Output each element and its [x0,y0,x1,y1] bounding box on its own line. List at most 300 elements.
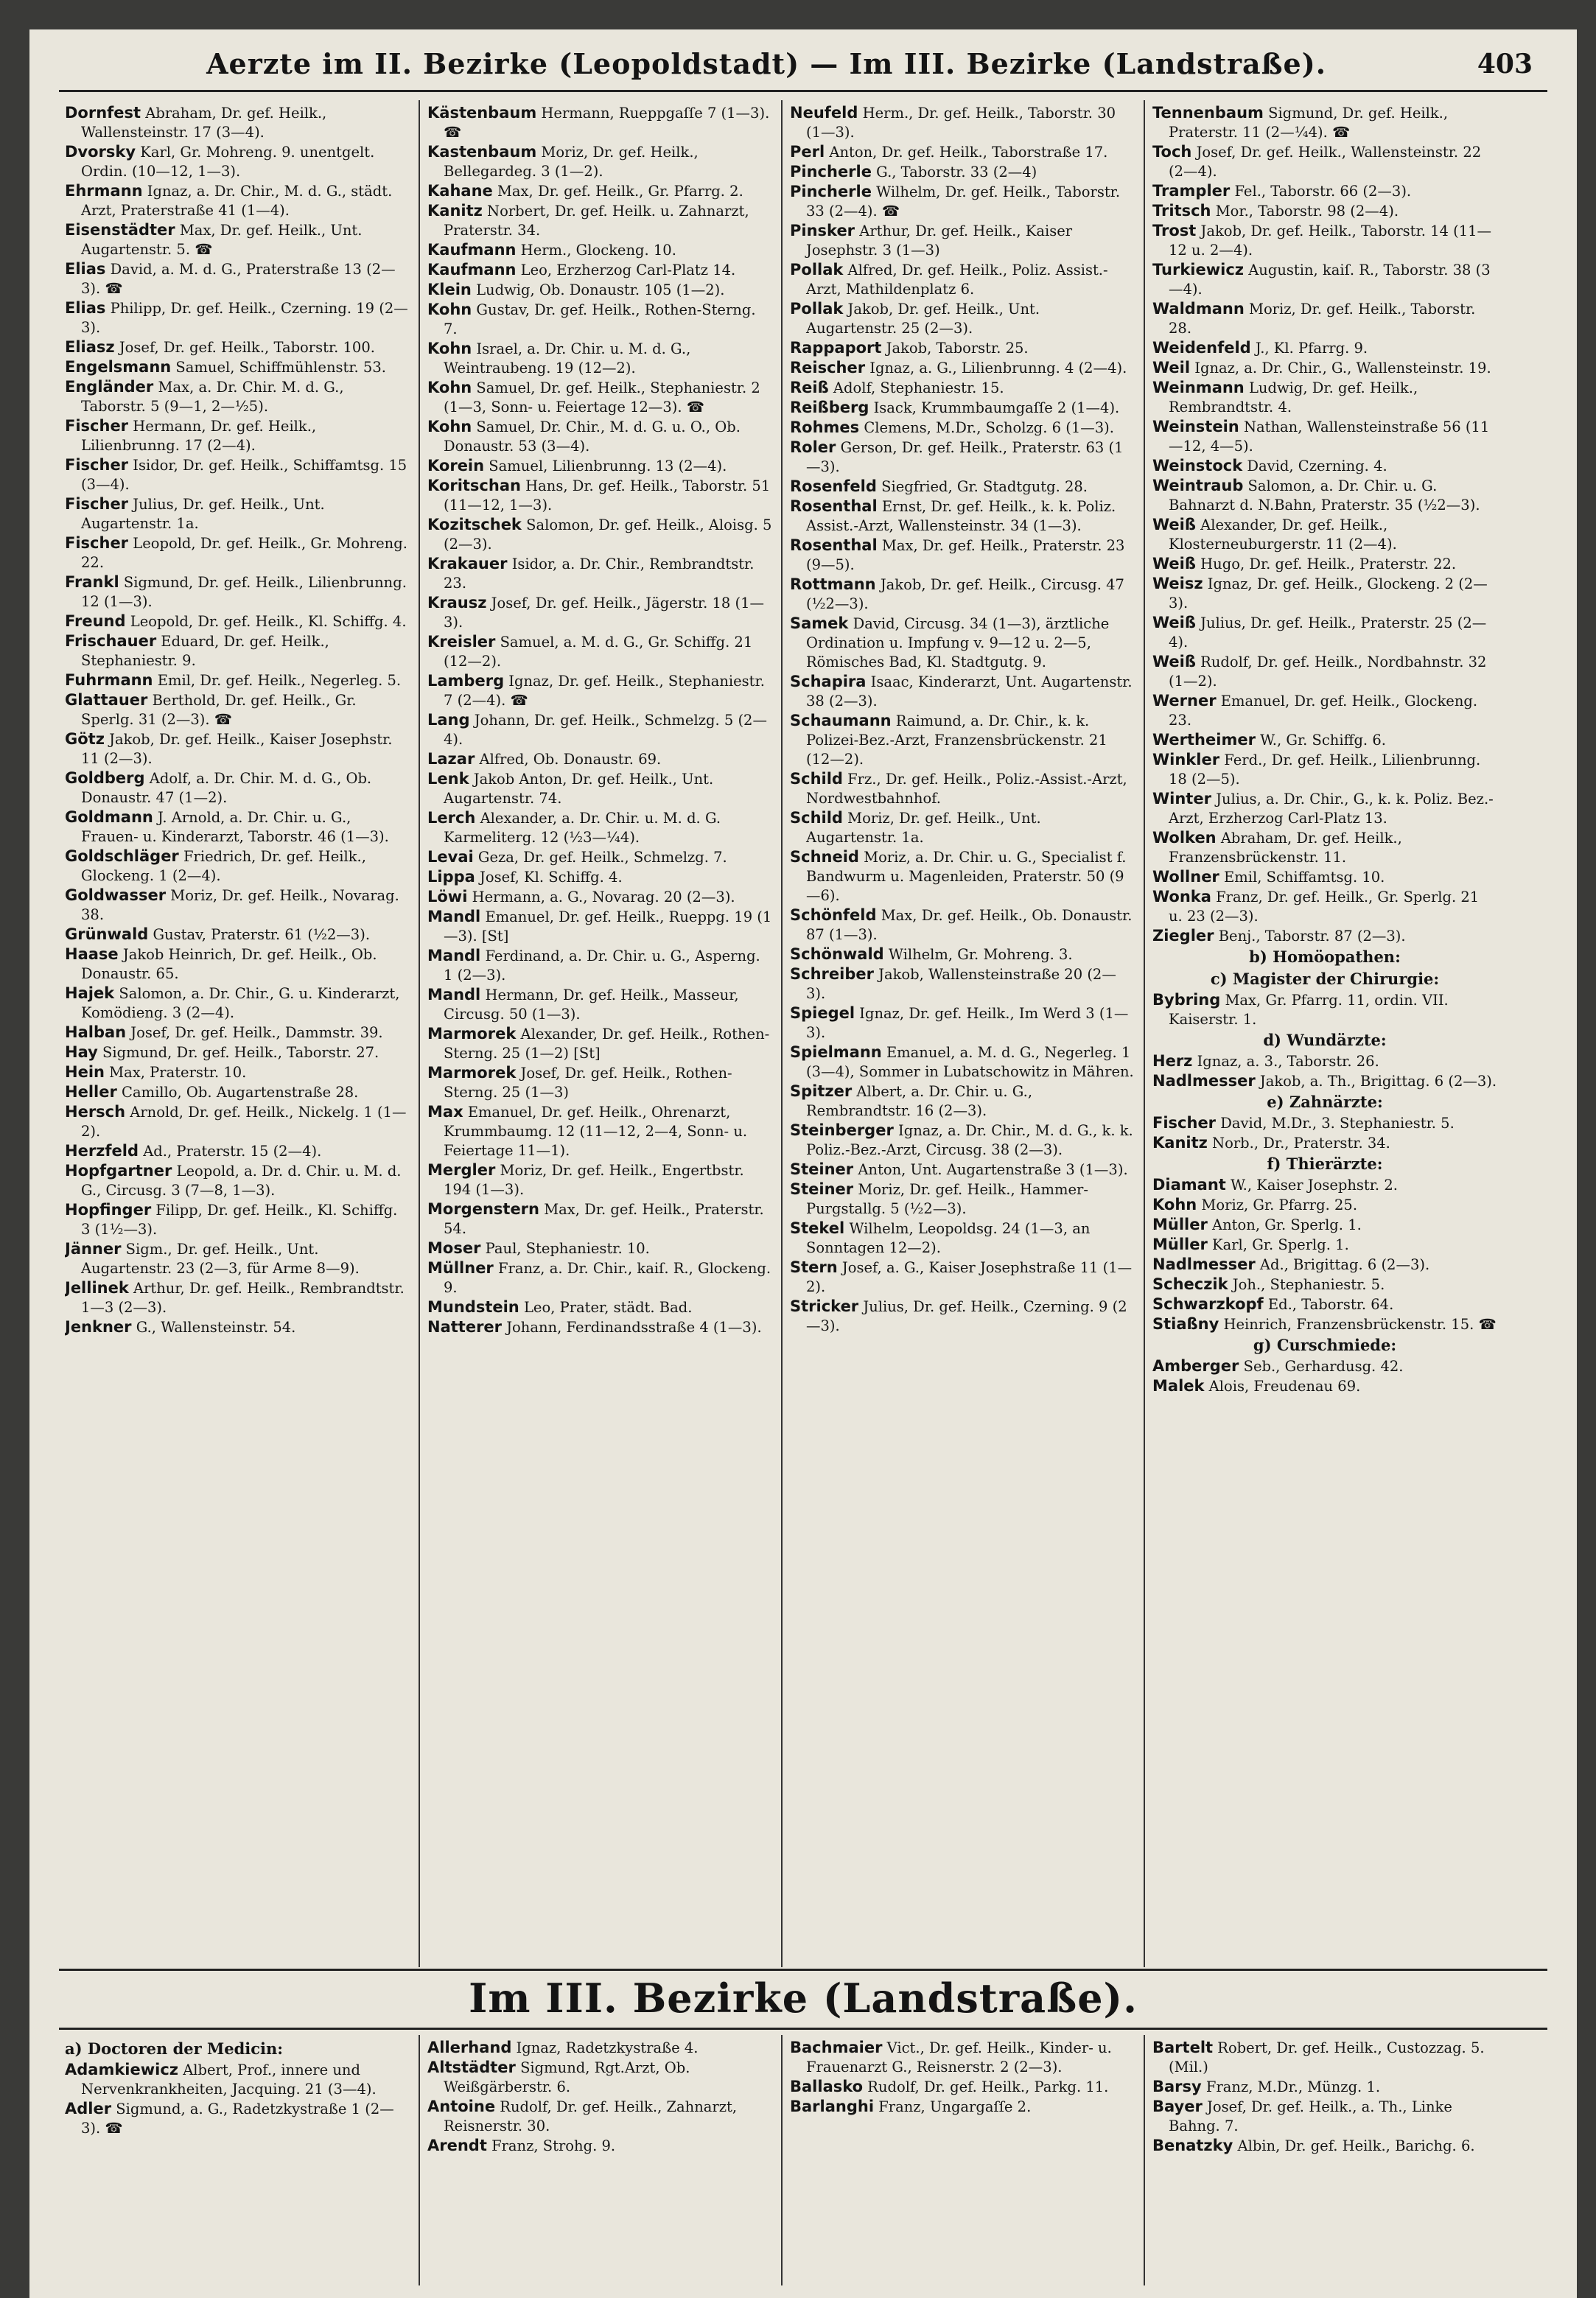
directory-entry [1152,2038,1497,2077]
entry-details: Isidor, Dr. gef. Heilk., Schiffamtsg. 15 (3—4). [81,457,407,493]
entry-details: Philipp, Dr. gef. Heilk., Czerning. 19 (2—3). [81,300,408,336]
entry-details: Jakob, Dr. gef. Heilk., Circusg. 47 (½2—3). [806,576,1124,612]
entry-details: Abraham, Dr. gef. Heilk., Franzensbrückenstr. 11. [1169,830,1402,866]
entry-surname: Barsy [1152,2078,1202,2095]
directory-entry [790,2077,1135,2097]
entry-surname: Goldmann [65,808,153,826]
entry-surname: Amberger [1152,1357,1239,1375]
entry-surname: Roler [790,438,836,456]
entry-surname: Spiegel [790,1004,855,1022]
entry-details: Jakob, a. Th., Brigittag. 6 (2—3). [1255,1073,1497,1090]
entry-details: Alexander, Dr. gef. Heilk., Rothen-Sterng. 25 (1—2) [St] [444,1026,770,1062]
entry-details: J., Kl. Pfarrg. 9. [1250,340,1368,357]
entry-surname: Ziegler [1152,927,1214,945]
entry-details: Johann, Dr. gef. Heilk., Schmelzg. 5 (2—4). [444,712,767,748]
directory-entry [427,1024,772,1063]
entry-details: Emanuel, Dr. gef. Heilk., Ohrenarzt, Krummbaumg. 12 (11—12, 2—4, Sonn- u. Feiertage 11—1). [444,1104,748,1159]
entry-details: Franz, Ungargaſſe 2. [874,2098,1032,2115]
entry-details: Max, Praterstr. 10. [104,1064,247,1081]
entry-details: Leopold, Dr. gef. Heilk., Kl. Schiffg. 4. [125,613,407,630]
entry-surname: Kanitz [427,202,483,220]
directory-entry [65,1102,410,1141]
directory-page [29,29,1577,2298]
directory-entry [1152,554,1497,574]
directory-entry [790,769,1135,808]
entry-surname: Pincherle [790,163,872,181]
entry-details: Augustin, kaiſ. R., Taborstr. 38 (3—4). [1169,262,1491,298]
directory-entry [65,298,410,337]
column-divider [419,2035,420,2285]
directory-entry [65,1141,410,1161]
entry-details: W., Kaiser Josephstr. 2. [1225,1177,1398,1194]
entry-surname: Engelsmann [65,358,172,376]
entry-surname: Scheczik [1152,1275,1228,1293]
directory-entry [427,671,772,710]
entry-details: Hermann, Dr. gef. Heilk., Masseur, Circusg. 50 (1—3). [444,987,739,1023]
directory-entry [65,357,410,377]
directory-entry [65,1161,410,1200]
directory-entry [790,1297,1135,1336]
directory-entry [427,1258,772,1297]
entry-details: Ernst, Dr. gef. Heilk., k. k. Poliz. Assist.-Arzt, Wallensteinstr. 34 (1—3). [806,498,1116,534]
entry-details: Mor., Taborstr. 98 (2—4). [1211,203,1399,220]
directory-entry [427,1199,772,1239]
entry-details: Ignaz, Dr. gef. Heilk., Glockeng. 2 (2—3). [1169,575,1488,612]
entry-details: Samuel, Lilienbrunng. 13 (2—4). [484,458,727,474]
directory-entry [65,220,410,259]
directory-entry [790,1219,1135,1258]
entry-details: Israel, a. Dr. Chir. u. M. d. G., Weintraubeng. 19 (12—2). [444,340,691,376]
entry-surname: Weinstein [1152,418,1239,435]
directory-entry [427,280,772,300]
entry-surname: Werner [1152,692,1217,710]
directory-entry [790,711,1135,769]
section-heading: g) Curschmiede: [1253,1336,1397,1354]
column-4 [1152,103,1497,1960]
entry-surname: Goldwasser [65,886,167,904]
entry-surname: Jellinek [65,1279,129,1297]
entry-surname: Schönfeld [790,906,877,924]
entry-details: Ignaz, a. Dr. Chir., M. d. G., k. k. Poliz.-Bez.-Arzt, Circusg. 38 (2—3). [806,1122,1133,1158]
directory-entry [790,182,1135,221]
entry-details: Sigmund, Dr. gef. Heilk., Praterstr. 11 (2—¼4). ☎ [1169,105,1449,141]
entry-surname: Grünwald [65,925,149,943]
entry-surname: Hajek [65,984,115,1002]
entry-surname: Tritsch [1152,202,1211,220]
directory-entry [1152,613,1497,652]
directory-entry [790,1043,1135,1082]
directory-entry [65,1023,410,1043]
directory-entry [790,808,1135,847]
entry-details: Leo, Prater, städt. Bad. [519,1299,693,1316]
entry-surname: Frischauer [65,632,157,650]
entry-surname: Wonka [1152,888,1211,905]
directory-entry [790,358,1135,378]
entry-details: Ludwig, Dr. gef. Heilk., Rembrandtstr. 4. [1169,379,1418,416]
directory-entry [65,2060,410,2099]
entry-details: Seb., Gerhardusg. 42. [1239,1358,1404,1375]
directory-entry [427,2058,772,2097]
head-rule [59,90,1547,92]
entry-surname: Wertheimer [1152,731,1256,749]
entry-details: Rudolf, Dr. gef. Heilk., Nordbahnstr. 32 (1—2). [1169,654,1487,690]
entry-surname: Reiß [790,379,829,396]
directory-entry [1152,2077,1497,2097]
entry-surname: Rohmes [790,418,860,436]
entry-details: Samuel, Dr. Chir., M. d. G. u. O., Ob. Donaustr. 53 (3—4). [444,418,741,455]
entry-details: Karl, Gr. Mohreng. 9. unentgelt. Ordin. (10—12, 1—3). [81,144,375,180]
entry-surname: Waldmann [1152,300,1245,318]
entry-surname: Goldberg [65,769,145,787]
entry-details: Alfred, Dr. gef. Heilk., Poliz. Assist.-Arzt, Mathildenplatz 6. [806,262,1108,298]
entry-details: Herm., Dr. gef. Heilk., Taborstr. 30 (1—3). [806,105,1116,141]
directory-entry [790,438,1135,477]
directory-entry [65,337,410,357]
directory-entry [427,847,772,867]
entry-details: Samuel, Schiffmühlenstr. 53. [171,359,386,376]
entry-surname: Natterer [427,1318,503,1336]
directory-entry [1152,299,1497,338]
entry-surname: Weidenfeld [1152,339,1251,357]
directory-entry [1152,652,1497,691]
entry-details: Moriz, Dr. gef. Heilk., Hammer-Purgstallg. 5 (½2—3). [806,1181,1088,1217]
entry-surname: Weil [1152,359,1191,376]
directory-entry [65,925,410,945]
entry-surname: Elias [65,299,106,317]
entry-details: Adolf, Stephaniestr. 15. [828,379,1004,396]
directory-entry [1152,456,1497,476]
directory-entry [790,299,1135,338]
entry-details: Max, Gr. Pfarrg. 11, ordin. VII. Kaiserstr. 1. [1169,992,1449,1028]
entry-surname: Steinberger [790,1121,894,1139]
entry-surname: Spitzer [790,1082,853,1100]
directory-entry [790,338,1135,358]
entry-surname: Rappaport [790,339,882,357]
entry-surname: Mergler [427,1161,496,1179]
entry-details: Alois, Freudenau 69. [1204,1378,1361,1395]
directory-entry [65,1082,410,1102]
entry-details: Robert, Dr. gef. Heilk., Custozzag. 5. (Mil.) [1169,2039,1485,2075]
entry-details: Filipp, Dr. gef. Heilk., Kl. Schiffg. 3 (1½—3). [81,1202,398,1238]
directory-entry [427,476,772,515]
entry-details: Jakob, Taborstr. 25. [881,340,1029,357]
entry-surname: Stern [790,1258,838,1276]
entry-details: Ignaz, a. G., Lilienbrunng. 4 (2—4). [865,360,1127,376]
entry-surname: Löwi [427,888,468,905]
directory-entry [427,240,772,260]
directory-entry [427,593,772,632]
entry-details: Max, Dr. gef. Heilk., Praterstr. 54. [444,1201,764,1237]
entry-surname: Weintraub [1152,477,1244,494]
entry-details: Abraham, Dr. gef. Heilk., Wallensteinstr. 17 (3—4). [81,105,327,141]
entry-details: Julius, Dr. gef. Heilk., Unt. Augartenstr. 1a. [81,496,325,532]
entry-surname: Kaufmann [427,261,517,279]
directory-entry [427,103,772,142]
section-heading: e) Zahnärzte: [1267,1093,1383,1111]
entry-details: David, a. M. d. G., Praterstraße 13 (2—3). ☎ [81,261,396,297]
directory-entry [65,768,410,808]
directory-entry [1152,103,1497,142]
entry-surname: Klein [427,281,472,298]
entry-surname: Winter [1152,790,1211,808]
directory-entry [790,103,1135,142]
directory-entry [790,945,1135,964]
entry-details: G., Wallensteinstr. 54. [131,1319,296,1336]
entry-details: Hans, Dr. gef. Heilk., Taborstr. 51 (11—12, 1—3). [444,477,771,514]
directory-entry [65,533,410,572]
directory-entry [427,554,772,593]
entry-surname: Diamant [1152,1176,1226,1194]
entry-details: Julius, Dr. gef. Heilk., Czerning. 9 (2—3). [806,1298,1127,1334]
entry-surname: Turkiewicz [1152,261,1245,279]
column-2 [427,103,772,1960]
entry-details: David, M.Dr., 3. Stephaniestr. 5. [1216,1115,1455,1132]
entry-details: Norbert, Dr. gef. Heilk. u. Zahnarzt, Praterstr. 34. [444,203,749,239]
directory-entry [790,162,1135,182]
directory-entry [1152,1215,1497,1235]
directory-entry [1152,990,1497,1029]
entry-surname: Max [427,1103,463,1121]
entry-surname: Mandl [427,908,481,925]
entry-details: Albin, Dr. gef. Heilk., Barichg. 6. [1233,2137,1475,2154]
entry-details: Moriz, Dr. gef. Heilk., Unt. Augartenstr. 1a. [806,810,1041,846]
entry-details: Sigmund, a. G., Radetzkystraße 1 (2—3). ☎ [81,2101,394,2137]
entry-surname: Müller [1152,1216,1208,1233]
directory-entry [427,867,772,887]
directory-entry [1152,221,1497,260]
directory-entry [427,946,772,985]
entry-surname: Hein [65,1063,105,1081]
entry-surname: Pollak [790,300,844,318]
entry-details: Franz, M.Dr., Münzg. 1. [1201,2078,1381,2095]
entry-surname: Jenkner [65,1318,132,1336]
entry-surname: Götz [65,730,105,748]
entry-details: Jakob, Dr. gef. Heilk., Kaiser Josephstr. 11 (2—3). [81,731,393,767]
directory-entry [790,847,1135,905]
entry-details: Ferd., Dr. gef. Heilk., Lilienbrunng. 18 (2—5). [1169,752,1481,788]
entry-surname: Tennenbaum [1152,104,1264,122]
directory-entry [65,2099,410,2138]
entry-surname: Mandl [427,986,481,1003]
directory-entry [1152,1195,1497,1215]
directory-entry [65,729,410,768]
entry-details: Moriz, Gr. Pfarrg. 25. [1197,1197,1358,1213]
entry-surname: Marmorek [427,1025,517,1043]
entry-surname: Kaufmann [427,241,517,259]
entry-surname: Bartelt [1152,2039,1214,2056]
entry-details: Hermann, a. G., Novarag. 20 (2—3). [467,889,735,905]
directory-entry [1152,1235,1497,1255]
directory-entry [65,886,410,925]
entry-surname: Bachmaier [790,2039,883,2056]
directory-entry [1152,926,1497,946]
entry-surname: Adler [65,2100,112,2117]
entry-surname: Wolken [1152,829,1217,847]
entry-details: Wilhelm, Dr. gef. Heilk., Taborstr. 33 (2—4). ☎ [806,183,1121,220]
directory-entry [790,1180,1135,1219]
entry-surname: Altstädter [427,2059,516,2076]
directory-entry [790,2038,1135,2077]
entry-details: Fel., Taborstr. 66 (2—3). [1230,183,1412,200]
directory-entry [1152,1275,1497,1295]
directory-entry [65,1278,410,1317]
bottom-column-1 [65,2038,410,2281]
directory-entry [790,398,1135,418]
entry-surname: Nadlmesser [1152,1255,1256,1273]
entry-surname: Kohn [427,340,472,357]
entry-surname: Hay [65,1043,98,1061]
directory-entry [790,905,1135,945]
entry-surname: Bayer [1152,2098,1203,2115]
entry-details: Moriz, Dr. gef. Heilk., Bellegardeg. 3 (1—2). [444,144,699,180]
entry-details: Hermann, Rueppgaſſe 7 (1—3). ☎ [444,105,770,141]
entry-details: Max, a. Dr. Chir. M. d. G., Taborstr. 5 (9—1, 2—½5). [81,379,344,415]
entry-surname: Pincherle [790,183,872,200]
entry-details: Ignaz, Dr. gef. Heilk., Im Werd 3 (1—3). [806,1005,1129,1041]
entry-surname: Pinsker [790,222,855,239]
entry-details: Ed., Taborstr. 64. [1263,1296,1394,1313]
entry-surname: Jänner [65,1240,122,1258]
entry-details: Emanuel, Dr. gef. Heilk., Rueppg. 19 (1—3). [St] [444,908,772,945]
entry-surname: Weinmann [1152,379,1245,396]
entry-surname: Hopfgartner [65,1162,172,1180]
directory-entry [1152,750,1497,789]
entry-details: Sigmund, Rgt.Arzt, Ob. Weißgärberstr. 6. [444,2059,690,2095]
directory-entry [65,631,410,670]
entry-details: Josef, Dr. gef. Heilk., Dammstr. 39. [126,1024,383,1041]
entry-details: Arthur, Dr. gef. Heilk., Kaiser Josephstr. 3 (1—3) [806,223,1073,259]
entry-details: Ignaz, a. Dr. Chir., M. d. G., städt. Arzt, Praterstraße 41 (1—4). [81,183,393,219]
entry-surname: Samek [790,614,849,632]
entry-details: Isaac, Kinderarzt, Unt. Augartenstr. 38 (2—3). [806,673,1133,710]
entry-surname: Korein [427,457,485,474]
entry-surname: Fischer [65,417,129,435]
directory-entry [65,984,410,1023]
entry-details: Wilhelm, Leopoldsg. 24 (1—3, an Sonntagen 12—2). [806,1220,1091,1256]
entry-details: Siegfried, Gr. Stadtgutg. 28. [876,478,1088,495]
entry-surname: Schapira [790,673,867,690]
entry-details: Alexander, a. Dr. Chir. u. M. d. G. Karmeliterg. 12 (½3—¼4). [444,810,721,846]
entry-details: Arnold, Dr. gef. Heilk., Nickelg. 1 (1—2). [81,1104,407,1140]
entry-surname: Mundstein [427,1298,519,1316]
entry-surname: Rosenthal [790,497,878,515]
entry-details: Sigm., Dr. gef. Heilk., Unt. Augartenstr. 23 (2—3, für Arme 8—9). [81,1241,360,1277]
directory-entry [1152,2097,1497,2136]
directory-entry [1152,867,1497,887]
entry-surname: Krausz [427,594,487,612]
entry-details: Julius, a. Dr. Chir., G., k. k. Poliz. Bez.-Arzt, Erzherzog Carl-Platz 13. [1169,791,1494,827]
directory-entry [427,2038,772,2058]
entry-surname: Fischer [65,534,129,552]
directory-entry [65,1239,410,1278]
entry-details: Ignaz, a. 3., Taborstr. 26. [1192,1053,1379,1070]
directory-entry [1152,887,1497,926]
entry-details: Josef, Dr. gef. Heilk., Wallensteinstr. 22 (2—4). [1169,144,1482,180]
entry-details: Gustav, Dr. gef. Heilk., Rothen-Sterng. 7. [444,301,756,337]
directory-entry [65,142,410,181]
entry-surname: Rosenthal [790,536,878,554]
entry-details: Jakob, Wallensteinstraße 20 (2—3). [806,966,1116,1002]
entry-details: Josef, Dr. gef. Heilk., Rothen-Sterng. 25 (1—3) [444,1065,732,1101]
entry-details: Alexander, Dr. gef. Heilk., Klosterneuburgerstr. 11 (2—4). [1169,516,1397,553]
entry-surname: Herzfeld [65,1142,139,1160]
directory-entry [1152,691,1497,730]
entry-details: J. Arnold, a. Dr. Chir. u. G., Frauen- u. Kinderarzt, Taborstr. 46 (1—3). [81,809,389,845]
entry-details: Franz, a. Dr. Chir., kaiſ. R., Glockeng. 9. [444,1260,771,1296]
entry-details: Max, Dr. gef. Heilk., Ob. Donaustr. 87 (1—3). [806,907,1133,943]
directory-entry [427,632,772,671]
entry-details: W., Gr. Schiffg. 6. [1255,732,1386,749]
directory-entry [1152,358,1497,378]
entry-details: Nathan, Wallensteinstraße 56 (11—12, 4—5). [1169,418,1490,455]
entry-surname: Fischer [65,495,129,513]
directory-entry [427,1063,772,1102]
entry-surname: Müllner [427,1259,494,1277]
entry-details: Friedrich, Dr. gef. Heilk., Glockeng. 1 (2—4). [81,848,366,884]
entry-details: Josef, a. G., Kaiser Josephstraße 11 (1—2). [806,1259,1133,1295]
directory-entry [790,575,1135,614]
directory-entry [1152,1175,1497,1195]
directory-entry [1152,1356,1497,1376]
column-divider [419,100,420,1967]
entry-details: Anton, Dr. gef. Heilk., Taborstraße 17. [825,144,1108,161]
directory-entry [65,1317,410,1337]
entry-details: Wilhelm, Gr. Mohreng. 3. [883,946,1073,963]
entry-details: Ignaz, Dr. gef. Heilk., Stephaniestr. 7 (2—4). ☎ [444,673,765,709]
entry-surname: Schreiber [790,965,874,983]
entry-surname: Schwarzkopf [1152,1295,1264,1313]
column-1 [65,103,410,1960]
entry-surname: Reischer [790,359,866,376]
entry-details: Emil, Schiffamtsg. 10. [1219,869,1385,886]
entry-surname: Kanitz [1152,1134,1208,1152]
bottom-column-4 [1152,2038,1497,2281]
entry-details: Anton, Unt. Augartenstraße 3 (1—3). [853,1161,1128,1178]
directory-entry [427,710,772,749]
entry-surname: Heller [65,1083,117,1101]
entry-details: Leopold, a. Dr. d. Chir. u. M. d. G., Circusg. 3 (7—8, 1—3). [81,1163,402,1199]
entry-surname: Marmorek [427,1064,517,1082]
entry-details: Albert, a. Dr. Chir. u. G., Rembrandtstr. 16 (2—3). [806,1083,1033,1119]
entry-details: Leo, Erzherzog Carl-Platz 14. [516,262,736,279]
entry-details: Ludwig, Ob. Donaustr. 105 (1—2). [471,281,725,298]
entry-surname: Rottmann [790,575,876,593]
directory-entry [427,300,772,339]
entry-surname: Fischer [65,456,129,474]
entry-details: Geza, Dr. gef. Heilk., Schmelzg. 7. [473,849,727,866]
entry-details: Gustav, Praterstr. 61 (½2—3). [148,926,371,943]
entry-details: Jakob Anton, Dr. gef. Heilk., Unt. Augartenstr. 74. [444,771,714,807]
entry-surname: Morgenstern [427,1200,539,1218]
directory-entry [427,378,772,417]
entry-surname: Allerhand [427,2039,512,2056]
directory-entry [790,1003,1135,1043]
directory-entry [1152,201,1497,221]
directory-entry [427,142,772,181]
entry-surname: Winkler [1152,751,1220,768]
directory-entry [427,887,772,907]
entry-surname: Weisz [1152,575,1203,592]
directory-entry [427,201,772,240]
entry-details: Alfred, Ob. Donaustr. 69. [475,751,662,768]
directory-entry [790,378,1135,398]
directory-entry [65,670,410,690]
directory-entry [1152,378,1497,417]
entry-details: Johann, Ferdinandsstraße 4 (1—3). [502,1319,762,1336]
directory-entry [790,536,1135,575]
entry-surname: Moser [427,1239,481,1257]
directory-entry [1152,1255,1497,1275]
